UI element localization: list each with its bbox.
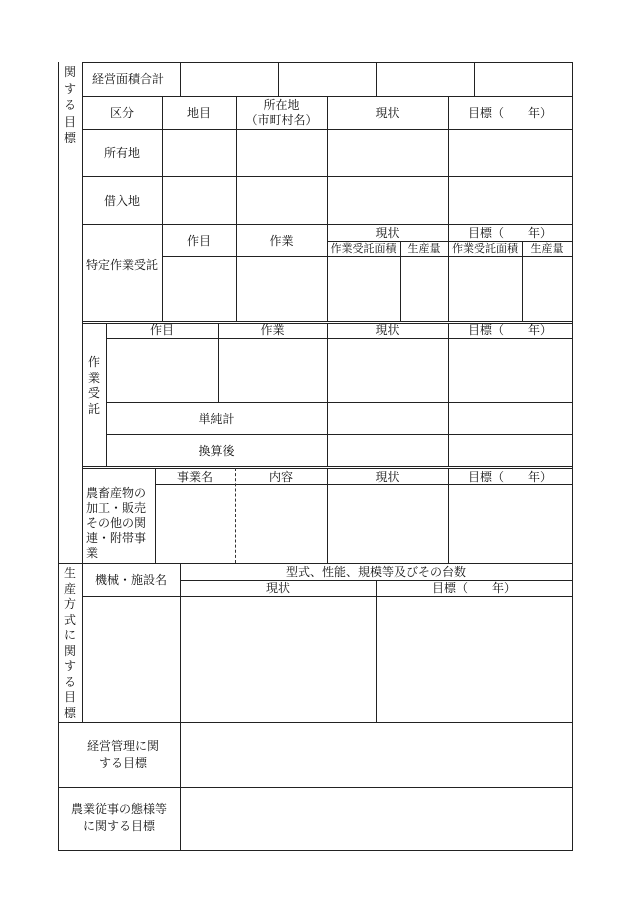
side-label-top: 関する目標: [63, 65, 76, 145]
work-contract-current-column: [327, 323, 328, 467]
specific-work-current-area: 作業受託面積: [330, 242, 397, 255]
machinery-spec-header: 型式、性能、規模等及びその台数: [285, 565, 466, 579]
specific-work-crop: 作目: [186, 234, 211, 248]
work-contract-bottom-border: [82, 466, 573, 467]
management-goal-bottom-border: [58, 787, 573, 788]
work-contract-crop: 作目: [149, 323, 174, 337]
land-header-division: 区分: [109, 106, 134, 120]
frame-bottom-edge: [58, 850, 573, 851]
area-total-label: 経営面積合計: [92, 72, 165, 86]
side-label-production: 生産方式に関する目標: [63, 566, 76, 720]
processing-current: 現状: [375, 470, 400, 484]
machinery-header-bottom: [82, 596, 573, 597]
specific-work-work: 作業: [269, 234, 294, 248]
processing-target: 目標（ 年）: [467, 470, 552, 484]
leased-land-label: 借入地: [103, 194, 140, 208]
frame-left-edge: [58, 62, 59, 851]
processing-business-name: 事業名: [176, 470, 213, 484]
work-contract-current: 現状: [375, 323, 400, 337]
area-total-divider: [278, 62, 279, 96]
machinery-target: 目標（ 年）: [431, 581, 516, 595]
land-header-location: 所在地: [263, 98, 300, 112]
specific-work-target: 目標（ 年）: [467, 226, 552, 240]
specific-work-target-area: 作業受託面積: [452, 242, 518, 255]
land-header-location-sub: （市町村名）: [245, 113, 318, 127]
owned-land-label: 所有地: [103, 146, 140, 160]
simple-total-label: 単純計: [198, 412, 235, 426]
management-goal-label: 経営管理に関する目標: [86, 739, 159, 770]
work-contract-header-bottom: [106, 338, 573, 339]
specific-work-current-production: 生産量: [407, 242, 441, 255]
land-type-column: [236, 96, 237, 321]
area-total-divider: [474, 62, 475, 96]
work-contract-target: 目標（ 年）: [467, 323, 552, 337]
area-total-divider: [180, 62, 181, 96]
land-header-current: 現状: [375, 106, 400, 120]
specific-work-label: 特定作業受託: [85, 258, 158, 272]
side-column-divider: [82, 62, 83, 722]
specific-work-target-production: 生産量: [530, 242, 564, 255]
frame-right-edge: [572, 62, 573, 851]
work-contract-work: 作業: [260, 323, 285, 337]
land-header-target: 目標（ 年）: [467, 106, 552, 120]
processing-content: 内容: [268, 470, 293, 484]
specific-work-current: 現状: [375, 226, 400, 240]
land-location-column: [327, 96, 328, 321]
simple-total-bottom: [106, 434, 573, 435]
machinery-name-column: [180, 563, 181, 851]
owned-land-bottom-border: [82, 176, 573, 177]
land-header-land-type: 地目: [186, 106, 211, 120]
area-total-divider: [376, 62, 377, 96]
employment-goal-label: 農業従事の態様等に関する目標: [70, 802, 167, 833]
machinery-name-label: 機械・施設名: [94, 573, 167, 587]
production-bottom-border: [58, 722, 573, 723]
machinery-current: 現状: [265, 581, 290, 595]
work-contract-entry-bottom: [106, 402, 573, 403]
area-total-top-border: [82, 62, 573, 63]
machinery-current-target-divider: [376, 580, 377, 722]
land-current-column: [448, 96, 449, 321]
converted-total-label: 換算後: [198, 444, 235, 458]
land-division-column: [162, 96, 163, 321]
work-contract-target-column: [448, 323, 449, 467]
processing-label: 農畜産物の加工・販売その他の関連・附帯事業: [86, 486, 147, 560]
work-contract-label: 作業受託: [87, 355, 100, 416]
